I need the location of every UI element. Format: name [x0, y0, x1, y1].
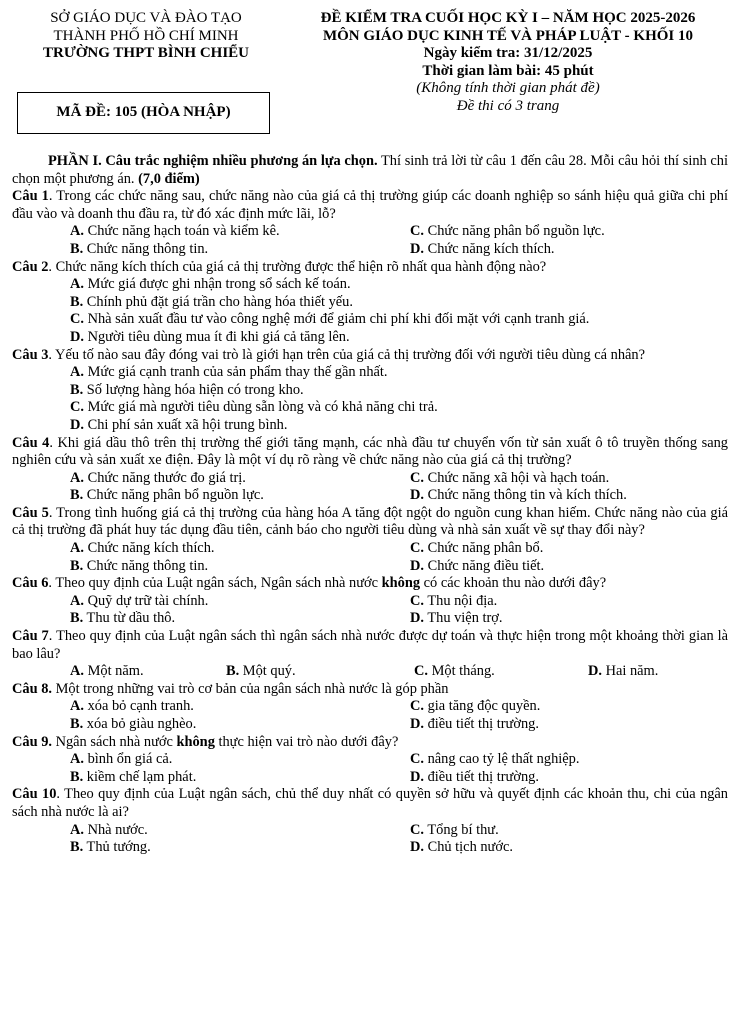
question-emphasis: không — [176, 733, 215, 750]
option-label: B. — [70, 768, 84, 785]
answer-option[interactable] — [410, 558, 710, 576]
option-text: Một quý. — [239, 663, 296, 680]
question-text: . Trong các chức năng sau, chức năng nào của giá cả thị trường giúp các doanh nghiệp so sánh hiệu quả giữa chi phí đầu vào và doanh thu đầu ra, từ đó xác định mức lãi, lỗ? — [12, 188, 728, 222]
question-number: Câu 8. — [12, 680, 52, 697]
option-text: điều tiết thị trường. — [424, 716, 539, 732]
question-number: Câu 7 — [12, 628, 49, 645]
answer-option[interactable] — [12, 540, 410, 558]
option-text: Số lượng hàng hóa hiện có trong kho. — [83, 381, 304, 398]
answer-option[interactable] — [12, 399, 728, 417]
option-label: B. — [70, 487, 84, 504]
option-row — [12, 593, 728, 611]
option-text: Quỹ dự trữ tài chính. — [84, 592, 209, 609]
part-instructions — [12, 153, 728, 188]
question-8 — [12, 681, 728, 699]
question-4-options — [12, 470, 728, 505]
option-text: Thu nội địa. — [424, 592, 498, 609]
answer-option[interactable] — [410, 610, 710, 628]
question-text-end: có các khoản thu nào dưới đây? — [420, 575, 607, 592]
answer-option[interactable] — [12, 822, 410, 840]
option-text: Thu từ dầu thô. — [83, 610, 176, 627]
answer-option[interactable] — [410, 769, 710, 787]
question-7 — [12, 628, 728, 663]
option-text: Chức năng hạch toán và kiểm kê. — [84, 223, 280, 240]
option-row — [12, 769, 728, 787]
answer-option[interactable] — [410, 716, 710, 734]
answer-option[interactable] — [12, 364, 728, 382]
option-label: C. — [410, 223, 424, 240]
question-number: Câu 10 — [12, 786, 57, 803]
question-text: . Theo quy định của Luật ngân sách, chủ thể duy nhất có quyền sở hữu và quyết định các khoản thu, chi của ngân sách nhà nước là ai? — [12, 786, 728, 820]
exam-content — [12, 153, 728, 857]
question-10 — [12, 786, 728, 821]
option-label: C. — [410, 469, 424, 486]
answer-option[interactable] — [410, 751, 710, 769]
option-label: D. — [70, 416, 84, 433]
option-row — [12, 470, 728, 488]
answer-option[interactable] — [12, 558, 410, 576]
option-label: C. — [410, 821, 424, 838]
answer-option[interactable] — [12, 294, 728, 312]
option-label: A. — [70, 663, 84, 680]
question-9 — [12, 734, 728, 752]
answer-option[interactable] — [410, 593, 710, 611]
option-text: xóa bỏ giàu nghèo. — [83, 716, 197, 732]
option-row — [12, 487, 728, 505]
option-label: D. — [410, 768, 424, 785]
answer-option[interactable] — [12, 311, 728, 329]
answer-option[interactable] — [12, 839, 410, 857]
option-text: Người tiêu dùng mua ít đi khi giá cả tăng lên. — [84, 328, 350, 345]
question-number: Câu 5 — [12, 504, 49, 521]
option-row — [12, 716, 728, 734]
option-label: C. — [70, 399, 84, 416]
answer-option[interactable] — [12, 663, 226, 681]
option-text: Chức năng thông tin. — [83, 240, 209, 257]
exam-code-box — [17, 92, 270, 134]
option-label: C. — [410, 540, 424, 557]
option-text: Chức năng kích thích. — [424, 240, 555, 257]
option-label: C. — [70, 311, 84, 328]
question-text: Một trong những vai trò cơ bản của ngân sách nhà nước là góp phần — [51, 680, 449, 697]
option-text: kiềm chế lạm phát. — [83, 768, 197, 785]
option-label: A. — [70, 751, 84, 768]
option-label: D. — [588, 663, 602, 680]
option-text: Chính phủ đặt giá trần cho hàng hóa thiết yếu. — [83, 293, 353, 310]
question-text: . Theo quy định của Luật ngân sách, Ngân sách nhà nước — [48, 575, 382, 592]
question-text-end: thực hiện vai trò nào dưới đây? — [214, 733, 399, 750]
option-label: D. — [410, 240, 424, 257]
option-label: A. — [70, 698, 84, 715]
question-text: . Chức năng kích thích của giá cả thị trường được thể hiện rõ nhất qua hành động nào? — [48, 258, 547, 275]
question-3-options — [12, 364, 728, 434]
option-text: Chức năng xã hội và hạch toán. — [424, 469, 610, 486]
question-10-options — [12, 822, 728, 857]
school-name: TRƯỜNG THPT BÌNH CHIỂU — [42, 45, 249, 61]
option-label: B. — [70, 716, 84, 732]
question-list — [12, 188, 728, 857]
city-name: THÀNH PHỐ HỒ CHÍ MINH — [53, 27, 239, 44]
answer-option[interactable] — [12, 382, 728, 400]
question-4 — [12, 435, 728, 470]
option-text: Một năm. — [84, 663, 144, 680]
answer-option[interactable] — [410, 822, 710, 840]
option-text: điều tiết thị trường. — [424, 768, 539, 785]
question-5-options — [12, 540, 728, 575]
question-text: . Yếu tố nào sau đây đóng vai trò là giới hạn trên của giá cả thị trường đối với người tiêu dùng cá nhân? — [48, 346, 645, 363]
option-text: bình ổn giá cả. — [84, 751, 173, 768]
option-label: B. — [226, 663, 240, 680]
option-label: C. — [410, 698, 424, 715]
answer-option[interactable] — [414, 663, 588, 681]
option-text: Chức năng thông tin. — [83, 557, 209, 574]
option-text: Thủ tướng. — [83, 839, 151, 856]
answer-option[interactable] — [12, 751, 410, 769]
exam-subject: MÔN GIÁO DỤC KINH TẾ VÀ PHÁP LUẬT - KHỐI 10 — [322, 27, 694, 44]
option-label: A. — [70, 469, 84, 486]
answer-option[interactable] — [588, 663, 708, 681]
question-1-options — [12, 223, 728, 258]
option-label: B. — [70, 610, 84, 627]
option-row — [12, 822, 728, 840]
answer-option[interactable] — [12, 276, 728, 294]
option-text: Chức năng thước đo giá trị. — [84, 469, 246, 486]
option-label: A. — [70, 276, 84, 293]
option-label: A. — [70, 540, 84, 557]
question-2 — [12, 259, 728, 277]
option-text: gia tăng độc quyền. — [424, 698, 541, 715]
question-3 — [12, 347, 728, 365]
question-text: Ngân sách nhà nước — [51, 733, 177, 750]
option-label: B. — [70, 557, 84, 574]
option-label: A. — [70, 223, 84, 240]
question-number: Câu 6 — [12, 575, 49, 592]
answer-option[interactable] — [410, 470, 710, 488]
option-text: Thu viện trợ. — [424, 610, 503, 627]
option-label: B. — [70, 293, 84, 310]
answer-option[interactable] — [226, 663, 414, 681]
option-text: Chức năng phân bổ. — [424, 540, 544, 557]
option-row — [12, 241, 728, 259]
question-text: . Khi giá dầu thô trên thị trường thế giới tăng mạnh, các nhà đầu tư chuyển vốn từ sản xuất ô tô truyền thống sang nghiên cứu và sản xuất xe điện. Đây là một ví dụ rõ ràng về chức năng nào của giá cả thị trường? — [12, 434, 728, 469]
question-8-options — [12, 698, 728, 733]
question-text: . Trong tình huống giá cả thị trường của hàng hóa A tăng đột ngột do nguồn cung khan hiếm. Chức năng nào của giá cả thị trường đã phát huy tác dụng đầu tiên, cảnh báo cho người tiêu dùng và nhà sản xuất về sự thay đổi này? — [12, 504, 728, 539]
option-text: Nhà nước. — [84, 821, 148, 838]
exam-duration: Thời gian làm bài: 45 phút — [422, 62, 594, 79]
school-header — [12, 10, 280, 63]
option-text: Nhà sản xuất đầu tư vào công nghệ mới để giảm chi phí khi đối mặt với cạnh tranh giá. — [84, 311, 590, 328]
answer-option[interactable] — [410, 487, 710, 505]
option-label: B. — [70, 381, 84, 398]
option-text: Chi phí sản xuất xã hội trung bình. — [84, 416, 288, 433]
option-text: Hai năm. — [602, 663, 659, 680]
question-number: Câu 4 — [12, 434, 50, 451]
question-number: Câu 9. — [12, 733, 52, 750]
option-text: Mức giá cạnh tranh của sản phẩm thay thế gần nhất. — [84, 364, 388, 381]
option-text: Chức năng điều tiết. — [424, 557, 545, 574]
option-label: D. — [70, 328, 84, 345]
option-label: D. — [410, 610, 424, 627]
option-row — [12, 540, 728, 558]
answer-option[interactable] — [12, 769, 410, 787]
answer-option[interactable] — [12, 610, 410, 628]
exam-code: MÃ ĐỀ: 105 (HÒA NHẬP) — [56, 104, 231, 121]
option-text: Chức năng phân bổ nguồn lực. — [424, 223, 605, 240]
part-points: (7,0 điểm) — [138, 170, 200, 187]
option-row — [12, 751, 728, 769]
question-number: Câu 2 — [12, 258, 49, 275]
answer-option[interactable] — [410, 839, 710, 857]
part-title: PHẦN I. Câu trắc nghiệm nhiều phương án lựa chọn. — [48, 153, 378, 169]
question-number: Câu 1 — [12, 188, 49, 205]
question-6 — [12, 575, 728, 593]
question-6-options — [12, 593, 728, 628]
answer-option[interactable] — [12, 716, 410, 734]
option-label: A. — [70, 364, 84, 381]
answer-option[interactable] — [410, 540, 710, 558]
option-text: nâng cao tỷ lệ thất nghiệp. — [424, 751, 580, 768]
option-label: D. — [410, 557, 424, 574]
option-text: xóa bỏ cạnh tranh. — [84, 698, 194, 715]
answer-option[interactable] — [12, 487, 410, 505]
question-number: Câu 3 — [12, 346, 49, 363]
exam-page-count: Đề thi có 3 trang — [456, 97, 560, 114]
option-text: Một tháng. — [428, 663, 495, 680]
option-text: Mức giá mà người tiêu dùng sẵn lòng và có khả năng chi trả. — [84, 399, 438, 416]
answer-option[interactable] — [410, 698, 710, 716]
option-label: C. — [410, 751, 424, 768]
answer-option[interactable] — [12, 698, 410, 716]
exam-date: Ngày kiểm tra: 31/12/2025 — [423, 45, 593, 61]
option-text: Chức năng thông tin và kích thích. — [424, 487, 627, 504]
option-label: B. — [70, 240, 84, 257]
option-row — [12, 698, 728, 716]
answer-option[interactable] — [410, 223, 710, 241]
option-label: B. — [70, 839, 84, 856]
department-name: SỞ GIÁO DỤC VÀ ĐÀO TẠO — [50, 10, 242, 26]
answer-option[interactable] — [12, 223, 410, 241]
option-row — [12, 663, 728, 681]
question-emphasis: không — [381, 575, 421, 592]
part-description: Thí sinh trả lời từ câu 1 đến câu 28. Mỗi câu hỏi thí sinh chỉ chọn một phương án. — [12, 153, 728, 187]
option-row — [12, 558, 728, 576]
option-row — [12, 839, 728, 857]
option-label: C. — [414, 663, 428, 680]
option-label: A. — [70, 821, 84, 838]
exam-header — [284, 10, 732, 115]
option-label: D. — [410, 716, 424, 732]
question-2-options — [12, 276, 728, 346]
option-label: A. — [70, 592, 84, 609]
option-row — [12, 223, 728, 241]
question-5 — [12, 505, 728, 540]
answer-option[interactable] — [12, 470, 410, 488]
exam-title: ĐỀ KIỂM TRA CUỐI HỌC KỲ I – NĂM HỌC 2025-2026 — [320, 10, 696, 26]
answer-option[interactable] — [12, 241, 410, 259]
option-text: Tổng bí thư. — [424, 821, 499, 838]
answer-option[interactable] — [12, 329, 728, 347]
exam-duration-note: (Không tính thời gian phát đề) — [416, 80, 600, 96]
question-7-options — [12, 663, 728, 681]
answer-option[interactable] — [410, 241, 710, 259]
option-text: Mức giá được ghi nhận trong sổ sách kế toán. — [84, 276, 351, 293]
question-9-options — [12, 751, 728, 786]
option-label: D. — [410, 487, 424, 504]
option-label: D. — [410, 839, 424, 856]
question-text: . Theo quy định của Luật ngân sách thì ngân sách nhà nước được dự toán và thực hiện trong một khoảng thời gian là bao lâu? — [12, 628, 729, 662]
option-text: Chức năng kích thích. — [84, 540, 215, 557]
answer-option[interactable] — [12, 593, 410, 611]
option-text: Chủ tịch nước. — [424, 839, 513, 856]
option-label: C. — [410, 592, 424, 609]
option-text: Chức năng phân bổ nguồn lực. — [83, 487, 264, 504]
answer-option[interactable] — [12, 417, 728, 435]
option-row — [12, 610, 728, 628]
question-1 — [12, 188, 728, 223]
